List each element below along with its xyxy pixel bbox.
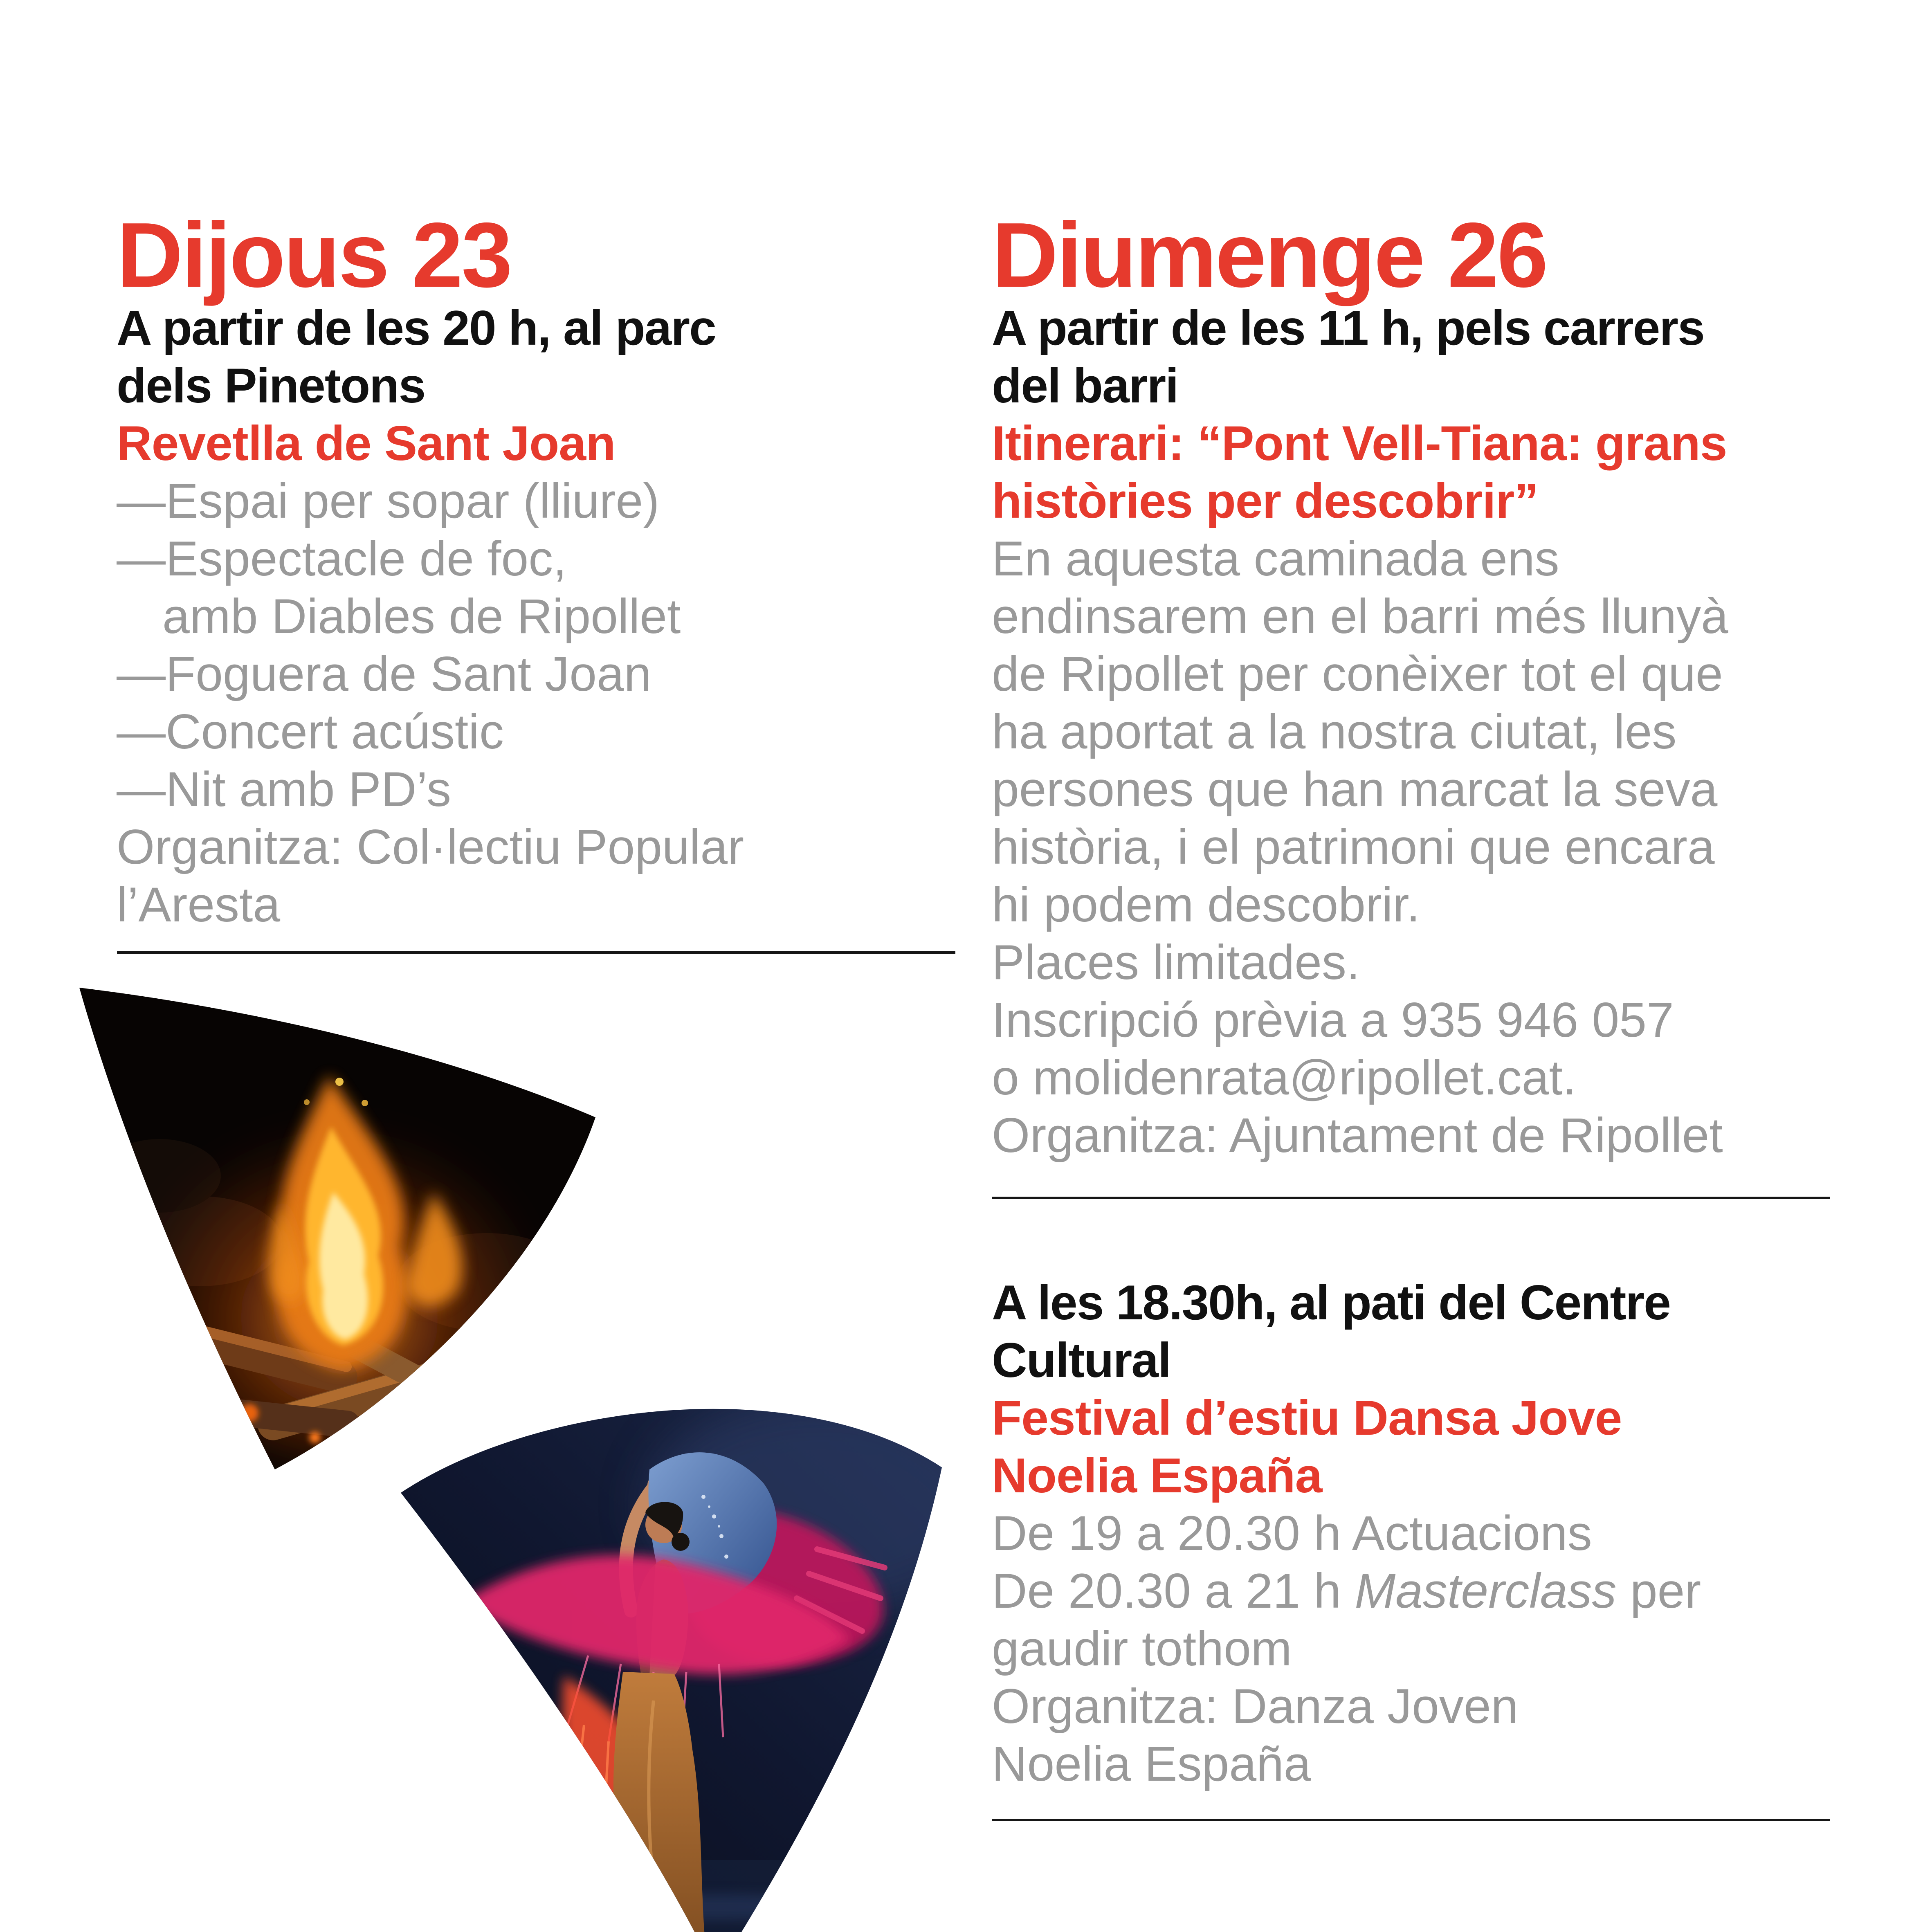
event-organizer-line: Organitza: Col·lectiu Popular bbox=[117, 820, 744, 874]
detail-text: per bbox=[1616, 1564, 1701, 1618]
day-title-dijous: Dijous 23 bbox=[117, 203, 511, 306]
event-organizer-line: Organitza: Ajuntament de Ripollet bbox=[992, 1108, 1723, 1163]
event-title-line: històries per descobrir” bbox=[992, 474, 1539, 528]
event-detail-line: —Espai per sopar (lliure) bbox=[117, 474, 660, 528]
event-block-festival-dansa bbox=[992, 1274, 1838, 1793]
event-title-line: Festival d’estiu Dansa Jove bbox=[992, 1391, 1622, 1445]
event-detail-line: De 19 a 20.30 h Actuacions bbox=[992, 1506, 1592, 1561]
flamenco-dancer-photo bbox=[392, 1390, 952, 1932]
separator-rule bbox=[992, 1197, 1830, 1199]
event-organizer-line: Organitza: Danza Joven bbox=[992, 1679, 1519, 1734]
event-when-line: dels Pinetons bbox=[117, 358, 425, 413]
event-detail-line: persones que han marcat la seva bbox=[992, 762, 1718, 817]
event-detail-line: —Foguera de Sant Joan bbox=[117, 647, 651, 701]
event-when-line: A les 18.30h, al pati del Centre bbox=[992, 1275, 1670, 1330]
event-block-revetlla bbox=[117, 299, 963, 934]
event-title-line: Revetlla de Sant Joan bbox=[117, 416, 616, 471]
event-when-line: A partir de les 11 h, pels carrers bbox=[992, 301, 1704, 355]
event-detail-line: —Espectacle de foc, bbox=[117, 531, 567, 586]
event-organizer-line: l’Aresta bbox=[117, 877, 281, 932]
separator-rule bbox=[992, 1819, 1830, 1821]
event-detail-line: endinsarem en el barri més llunyà bbox=[992, 589, 1728, 644]
detail-text: De 20.30 a 21 h bbox=[992, 1564, 1355, 1618]
event-detail-line: —Nit amb PD’s bbox=[117, 762, 451, 817]
event-title-line: Noelia España bbox=[992, 1448, 1322, 1503]
event-detail-line: història, i el patrimoni que encara bbox=[992, 820, 1715, 874]
event-detail-line: gaudir tothom bbox=[992, 1621, 1292, 1676]
event-detail-line: amb Diables de Ripollet bbox=[162, 589, 681, 644]
masterclass-italic-text: Masterclass bbox=[1355, 1564, 1617, 1618]
event-detail-line: —Concert acústic bbox=[117, 704, 504, 759]
day-title-diumenge: Diumenge 26 bbox=[992, 203, 1547, 306]
event-detail-line: de Ripollet per conèixer tot el que bbox=[992, 647, 1723, 701]
event-phone-line: Inscripció prèvia a 935 946 057 bbox=[992, 993, 1674, 1047]
event-block-itinerari bbox=[992, 299, 1838, 1164]
separator-rule bbox=[117, 951, 955, 954]
event-detail-line: Places limitades. bbox=[992, 935, 1360, 990]
event-when-line: A partir de les 20 h, al parc bbox=[117, 301, 716, 355]
event-detail-line: En aquesta caminada ens bbox=[992, 531, 1559, 586]
event-when-line: del barri bbox=[992, 358, 1178, 413]
event-detail-line: ha aportat a la nostra ciutat, les bbox=[992, 704, 1677, 759]
event-title-line: Itinerari: “Pont Vell-Tiana: grans bbox=[992, 416, 1727, 471]
event-email-line: o molidenrata@ripollet.cat. bbox=[992, 1050, 1577, 1105]
event-detail-line: hi podem descobrir. bbox=[992, 877, 1420, 932]
event-organizer-line: Noelia España bbox=[992, 1737, 1311, 1791]
event-when-line: Cultural bbox=[992, 1333, 1171, 1388]
event-detail-line bbox=[992, 1562, 1838, 1620]
